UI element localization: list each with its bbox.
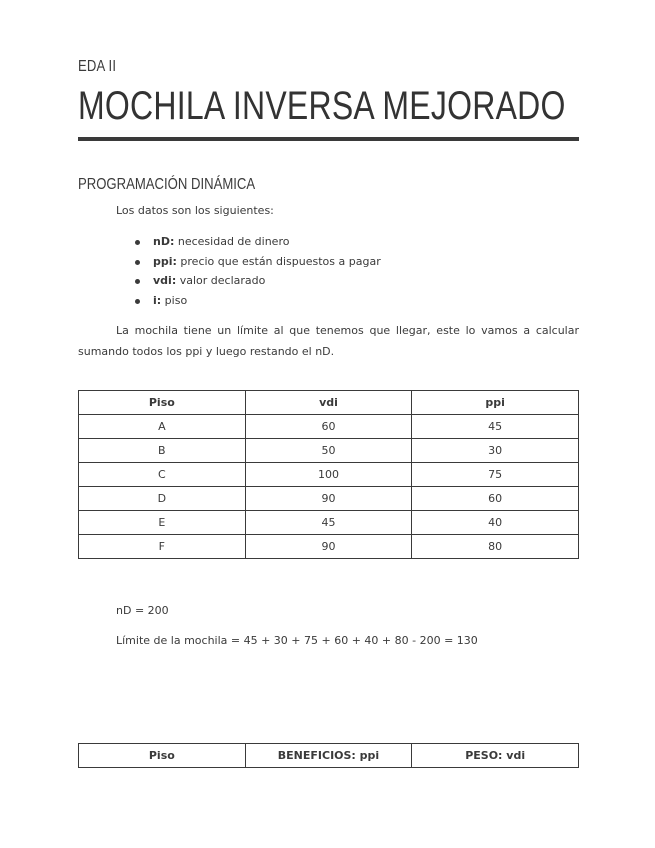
table-cell: B	[79, 439, 246, 463]
section-heading: PROGRAMACIÓN DINÁMICA	[78, 176, 256, 193]
bullet-term: ppi:	[153, 254, 177, 268]
table-cell: D	[79, 487, 246, 511]
table-row	[79, 439, 579, 463]
list-item	[134, 232, 381, 252]
table-cell: 90	[245, 487, 412, 511]
table-cell: C	[79, 463, 246, 487]
table-cell: 45	[245, 511, 412, 535]
table-cell: 50	[245, 439, 412, 463]
table-cell: 45	[412, 415, 579, 439]
result-table	[78, 743, 579, 768]
table-cell: A	[79, 415, 246, 439]
bullet-desc: piso	[164, 293, 188, 307]
table-cell: E	[79, 511, 246, 535]
intro-text: Los datos son los siguientes:	[116, 204, 274, 217]
column-header: BENEFICIOS: ppi	[245, 744, 412, 768]
bullet-term: i:	[153, 293, 162, 307]
table-row	[79, 487, 579, 511]
table-cell: 40	[412, 511, 579, 535]
bullet-term: nD:	[153, 235, 175, 248]
body-paragraph: La mochila tiene un límite al que tenemos que llegar, este lo vamos a calcular sumando todos los ppi y luego restando el nD.	[78, 324, 579, 358]
table-header-row	[79, 391, 579, 415]
table-cell: 60	[412, 487, 579, 511]
knapsack-limit-formula: Límite de la mochila = 45 + 30 + 75 + 60 + 40 + 80 - 200 = 130	[116, 634, 478, 647]
title-divider	[78, 137, 579, 141]
column-header: Piso	[79, 391, 246, 415]
column-header: Piso	[79, 744, 246, 768]
table-cell: 90	[245, 535, 412, 559]
table-cell: 80	[412, 535, 579, 559]
list-item	[134, 291, 381, 311]
table-cell: 30	[412, 439, 579, 463]
list-item	[134, 271, 381, 291]
table-cell: 100	[245, 463, 412, 487]
page-title: MOCHILA INVERSA MEJORADO	[78, 84, 566, 128]
bullet-desc: necesidad de dinero	[177, 235, 290, 248]
column-header: vdi	[245, 391, 412, 415]
data-table	[78, 390, 579, 559]
table-row	[79, 463, 579, 487]
column-header: ppi	[412, 391, 579, 415]
subject-label: EDA II	[78, 58, 117, 75]
table-cell: F	[79, 535, 246, 559]
column-header: PESO: vdi	[412, 744, 579, 768]
table-header-row	[79, 744, 579, 768]
nd-value: nD = 200	[116, 604, 169, 617]
table-cell: 60	[245, 415, 412, 439]
table-row	[79, 415, 579, 439]
definitions-list	[134, 232, 381, 310]
bullet-desc: valor declarado	[179, 274, 266, 287]
table-cell: 75	[412, 463, 579, 487]
table-row	[79, 535, 579, 559]
bullet-desc: precio que están dispuestos a pagar	[180, 254, 381, 268]
bullet-term: vdi:	[153, 274, 177, 287]
list-item	[134, 252, 381, 272]
table-row	[79, 511, 579, 535]
